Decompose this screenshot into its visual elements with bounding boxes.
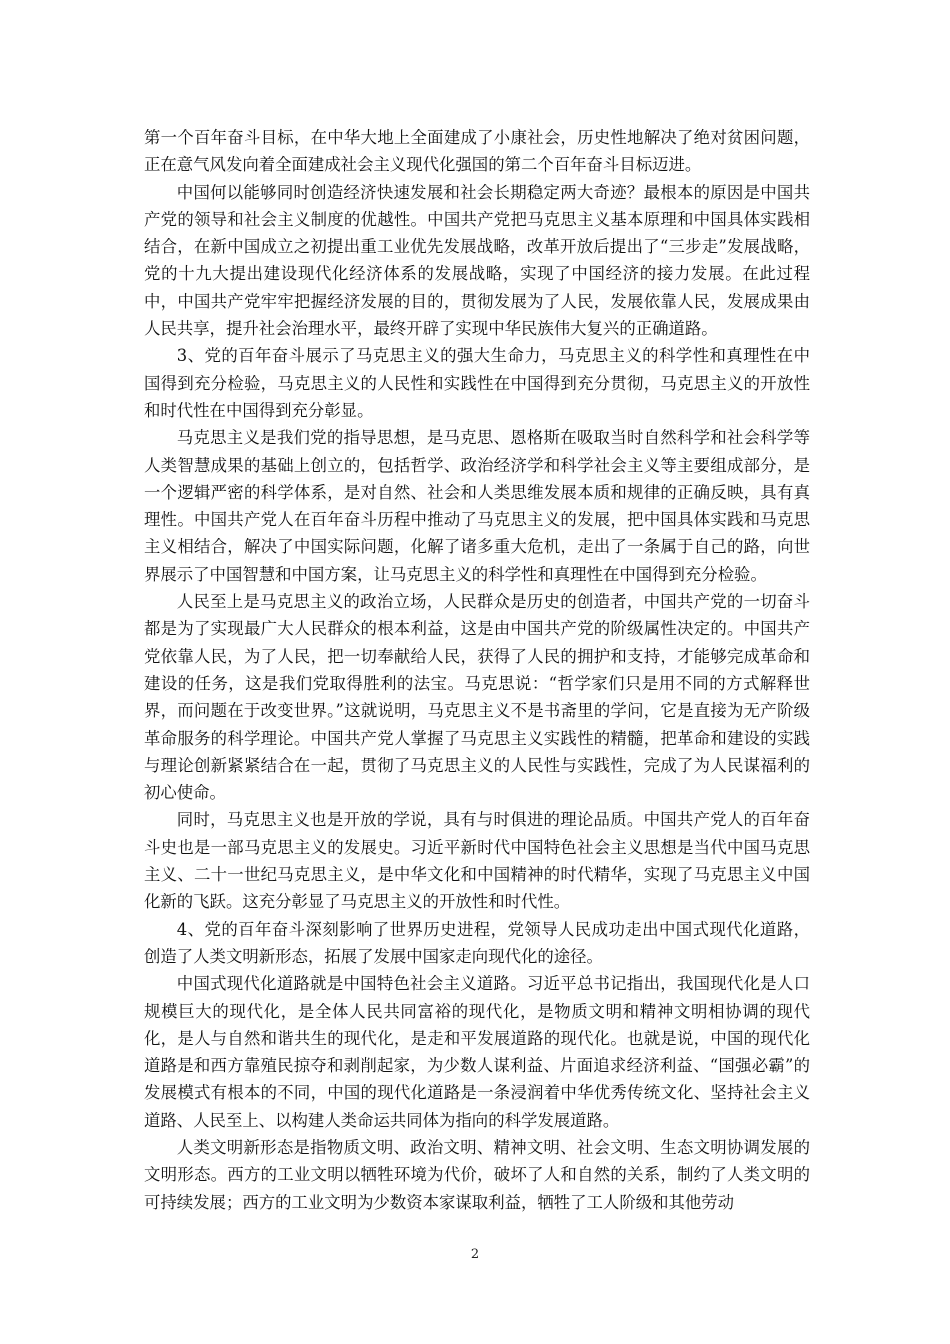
paragraph: 同时，马克思主义也是开放的学说，具有与时俱进的理论品质。中国共产党人的百年奋斗史也是一部马克思主义的发展史。习近平新时代中国特色社会主义思想是当代中国马克思主义、二十一世纪马克思主义，是中华文化和中国精神的时代精华，实现了马克思主义中国化新的飞跃。这充分彰显了马克思主义的开放性和时代性。 xyxy=(144,810,810,912)
paragraph-point-3: 3、党的百年奋斗展示了马克思主义的强大生命力，马克思主义的科学性和真理性在中国得到充分检验，马克思主义的人民性和实践性在中国得到充分贯彻，马克思主义的开放性和时代性在中国得到充分彰显。 xyxy=(144,346,810,420)
page-number: 2 xyxy=(470,1247,480,1262)
paragraph: 人民至上是马克思主义的政治立场，人民群众是历史的创造者，中国共产党的一切奋斗都是为了实现最广大人民群众的根本利益，这是由中国共产党的阶级属性决定的。中国共产党依靠人民，为了人民，把一切奉献给人民，获得了人民的拥护和支持，才能够完成革命和建设的任务，这是我们党取得胜利的法宝。马克思说：“哲学家们只是用不同的方式解释世界，而问题在于改变世界。”这就说明，马克思主义不是书斋里的学问，它是直接为无产阶级革命服务的科学理论。中国共产党人掌握了马克思主义实践性的精髓，把革命和建设的实践与理论创新紧紧结合在一起，贯彻了马克思主义的人民性与实践性，完成了为人民谋福利的初心使命。 xyxy=(144,592,810,803)
document-body xyxy=(144,124,810,1216)
paragraph: 人类文明新形态是指物质文明、政治文明、精神文明、社会文明、生态文明协调发展的文明形态。西方的工业文明以牺牲环境为代价，破坏了人和自然的关系，制约了人类文明的可持续发展；西方的工业文明为少数资本家谋取利益，牺牲了工人阶级和其他劳动 xyxy=(144,1137,810,1212)
paragraph: 中国式现代化道路就是中国特色社会主义道路。习近平总书记指出，我国现代化是人口规模巨大的现代化，是全体人民共同富裕的现代化，是物质文明和精神文明相协调的现代化，是人与自然和谐共生的现代化，是走和平发展道路的现代化。也就是说，中国的现代化道路是和西方靠殖民掠夺和剥削起家，为少数人谋利益、片面追求经济利益、“国强必霸”的发展模式有根本的不同，中国的现代化道路是一条浸润着中华优秀传统文化、坚持社会主义道路、人民至上、以构建人类命运共同体为指向的科学发展道路。 xyxy=(144,974,810,1130)
paragraph-point-4: 4、党的百年奋斗深刻影响了世界历史进程，党领导人民成功走出中国式现代化道路，创造了人类文明新形态，拓展了发展中国家走向现代化的途径。 xyxy=(144,919,810,966)
paragraph-continuation: 第一个百年奋斗目标，在中华大地上全面建成了小康社会，历史性地解决了绝对贫困问题，正在意气风发向着全面建成社会主义现代化强国的第二个百年奋斗目标迈进。 xyxy=(144,128,810,175)
paragraph: 中国何以能够同时创造经济快速发展和社会长期稳定两大奇迹？最根本的原因是中国共产党的领导和社会主义制度的优越性。中国共产党把马克思主义基本原理和中国具体实践相结合，在新中国成立之初提出重工业优先发展战略，改革开放后提出了“三步走”发展战略，党的十九大提出建设现代化经济体系的发展战略，实现了中国经济的接力发展。在此过程中，中国共产党牢牢把握经济发展的目的，贯彻发展为了人民，发展依靠人民，发展成果由人民共享，提升社会治理水平，最终开辟了实现中华民族伟大复兴的正确道路。 xyxy=(144,182,810,339)
paragraph: 马克思主义是我们党的指导思想，是马克思、恩格斯在吸取当时自然科学和社会科学等人类智慧成果的基础上创立的，包括哲学、政治经济学和科学社会主义等主要组成部分，是一个逻辑严密的科学体系，是对自然、社会和人类思维发展本质和规律的正确反映，具有真理性。中国共产党人在百年奋斗历程中推动了马克思主义的发展，把中国具体实践和马克思主义相结合，解决了中国实际问题，化解了诸多重大危机，走出了一条属于自己的路，向世界展示了中国智慧和中国方案，让马克思主义的科学性和真理性在中国得到充分检验。 xyxy=(144,428,810,584)
